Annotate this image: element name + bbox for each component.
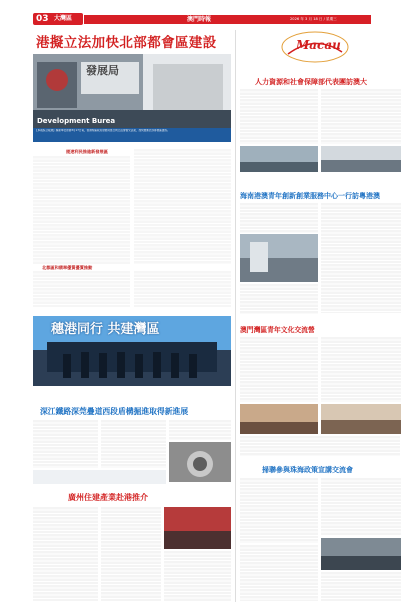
art7-body-col2 <box>101 507 161 602</box>
macau-badge-text: Macau <box>296 38 341 52</box>
art5-title: 澳門灣區青年文化交流營 <box>240 326 315 334</box>
art1-body-col3 <box>33 271 130 307</box>
art1-sign-text: 發展局 <box>86 64 119 77</box>
column-divider <box>235 30 236 602</box>
art1-body-col4 <box>134 271 231 307</box>
art2-body-col1 <box>240 89 318 144</box>
art2-title: 人力資源和社會保障部代表團訪澳大 <box>255 78 367 86</box>
art8-body-col3 <box>240 545 318 601</box>
art2-photo-1 <box>240 146 318 172</box>
art1-sub2: 北都區和翡翠優質優質推動 <box>42 265 93 270</box>
art6-body-col1 <box>33 420 98 468</box>
art3-title: 海南港澳青年創新創業服務中心一行訪粵港澳 <box>240 192 380 200</box>
art6-body-col2 <box>101 420 166 468</box>
art7-body-col1 <box>33 507 98 602</box>
art6-photo-2 <box>33 470 166 484</box>
art6-body-col3 <box>169 420 231 440</box>
art1-body-col2 <box>134 149 231 264</box>
art3-body-col2 <box>321 203 401 313</box>
art3-photo <box>240 234 318 282</box>
art1-photo <box>33 54 231 128</box>
art8-body-col2 <box>321 478 401 536</box>
art7-photo <box>164 507 231 549</box>
page-header <box>0 0 407 24</box>
art5-body-col3 <box>240 436 400 456</box>
page-number: 03 <box>36 14 49 24</box>
issue-date: 2026 年 3 月 18 日 / 星期三 <box>290 17 337 21</box>
art7-title: 廣州住建產業赴港推介 <box>68 493 148 502</box>
art5-body-col1 <box>240 337 318 402</box>
art3-body-col3 <box>240 284 318 314</box>
art8-body-col1 <box>240 478 318 543</box>
art4-photo <box>33 316 231 386</box>
art6-title: 深江鐵路深莞疊道西段盾構掘進取得新進展 <box>40 407 189 416</box>
art1-sign-en: Development Burea <box>37 117 116 125</box>
art8-title: 掃聯參與珠海政策宣講交流會 <box>262 466 353 474</box>
art8-photo <box>321 538 401 570</box>
art7-body-col3 <box>164 551 231 601</box>
section-name: 大灣區 <box>54 15 73 22</box>
art1-sub1: 提速利民推進新發展區 <box>66 149 108 154</box>
art1-title: 港擬立法加快北部都會區建設 <box>36 35 217 51</box>
art2-body-col2 <box>321 89 401 144</box>
art2-photo-2 <box>321 146 401 172</box>
art3-body-col1 <box>240 203 318 233</box>
art6-photo <box>169 442 231 482</box>
art4-title: 穗港同行 共建灣區 <box>51 322 160 337</box>
masthead-title: 澳門時報 <box>187 16 212 23</box>
art5-photo-2 <box>321 404 401 434</box>
art1-body-col1 <box>33 156 130 264</box>
art1-photo-caption: 【本報綜合報道】據新華社香港3月17日電，香港特區政府發展局當日向立法會提交法案，加快推進北部都會區建設。 <box>35 129 170 132</box>
art5-photo-1 <box>240 404 318 434</box>
macau-badge <box>280 30 350 64</box>
art8-body-col4 <box>321 572 401 601</box>
art5-body-col2 <box>321 337 401 402</box>
